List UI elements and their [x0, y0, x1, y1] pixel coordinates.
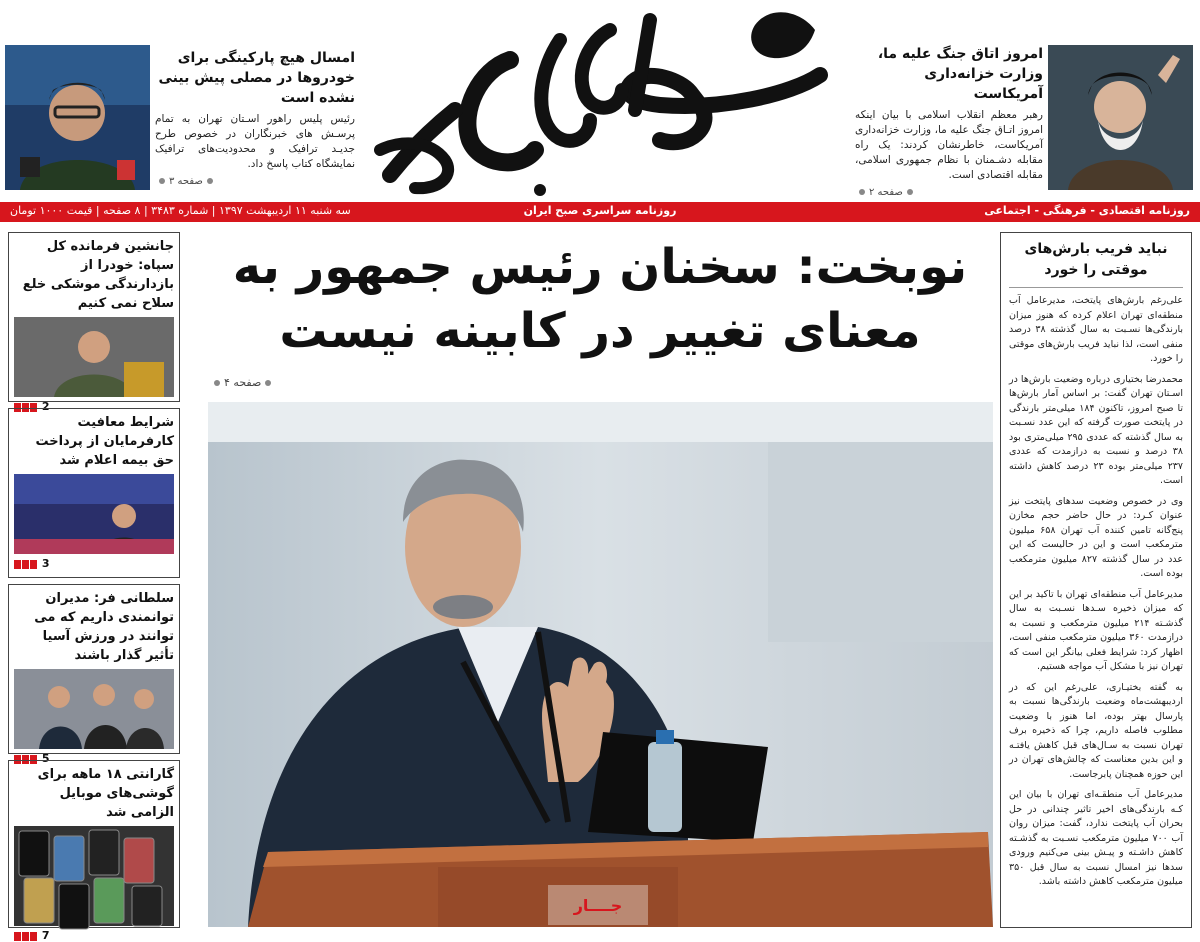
left-item-headline: جانشین فرمانده کل سپاه: خودرا از بازدارندگی موشکی خلع سلاح نمی کنیم: [22, 239, 174, 311]
teaser-police-headline: امسال هیچ پارکینگی برای خودروها در مصلی پیش بینی نشده است: [158, 50, 355, 106]
right-column-paragraph: مدیرعامل آب منطقه‌ای تهران با تاکید بر این که میزان ذخیره سـدها نسـبت به سال گذشـته ۲۱۴ میلیون مترمکعب و نسبت به درازمدت ۳۶۰ میلیون مترمکعب منفی است، اظهار کرد: شرایط فعلی بیانگر این است که تهران نیز با مشکل آب مواجه هستیم.: [1009, 588, 1184, 672]
left-item-sports[interactable]: [8, 584, 180, 765]
main-headline-line1: نوبخت: سخنان رئیس جمهور به: [232, 239, 968, 295]
photo-credit-mark: [548, 885, 648, 925]
left-item-photo: [14, 474, 174, 554]
main-headline-line2: معنای تغییر در کابینه نیست: [279, 303, 921, 359]
irgc-commander-photo: [14, 317, 174, 397]
leader-portrait-image: [1048, 45, 1193, 190]
left-item-headline: سلطانی فر: مدیران توانمندی داریم که می توانند در ورزش آسیا تأثیر گذار باشند: [34, 591, 174, 663]
mobile-phones-photo: [14, 826, 174, 926]
left-item-photo: [14, 669, 174, 749]
teaser-leader-page-ref: صفحه ۲: [855, 187, 1043, 198]
teaser-police[interactable]: [155, 48, 355, 187]
right-column-paragraph: محمدرضا بختیاری درباره وضعیت بارش‌ها در اسـتان تهران گفت: بر اساس آمار بارش‌ها تا صبح امروز، تاکنون ۱۸۴ میلی‌متر بارندگی در پایتخت صورت گرفته که این عدد نسـبت به سال گذشته که عددی ۲۹۵ میلی‌متری بود ۳۸ درصد و نسبت به درازمدت که عددی ۲۳۷ میلی‌متر بوده ۲۳ درصد کاهش داشته است.: [1009, 373, 1183, 486]
issue-info: سه شنبه ۱۱ اردیبهشت ۱۳۹۷ | شماره ۳۴۸۳ | ۸ صفحه | قیمت ۱۰۰۰ تومان: [10, 204, 351, 217]
right-column-article[interactable]: [1000, 232, 1192, 928]
band-tagline: روزنامه سراسری صبح ایران: [523, 204, 677, 217]
left-item-photo: [14, 317, 174, 397]
left-item-photo: [14, 826, 174, 926]
teaser-police-body: رئیس پلیس راهور اسـتان تهران به تمام پرسـش های خبرنگاران در خصوص طرح جدیـد ترافیک و محدودیت‌های ترافیک نمایشگاه کتاب پاسخ داد.: [155, 113, 355, 170]
left-item-page-ref: 7: [14, 929, 174, 942]
left-item-page-ref: 2: [14, 400, 174, 413]
main-photo-image: [208, 402, 993, 927]
left-item-page-ref: 3: [14, 557, 174, 570]
teaser-leader-body: رهبر معظم انقلاب اسلامی با بیان اینکه امروز اتـاق جنگ علیه ما، وزارت خزانه‌داری آمریکاست، خاطرنشان کردند: یک راه مقابله دشـمنان با نظام جمهوری اسلامی، مقابله اقتصادی است.: [855, 109, 1043, 181]
left-item-mobile[interactable]: [8, 760, 180, 942]
main-headline[interactable]: [210, 235, 990, 363]
main-photo: [208, 402, 993, 927]
right-column-paragraph: به گفته بختیـاری، علی‌رغم این که در اردیبهشت‌ماه وضعیت بارندگی‌ها نسبت به پارسال بهتر بوده، اما هنوز با وضعیت مطلوب فاصله داریم، چرا که ذخیره برف تهران نسبت به سـال‌های قبل کاهش یافتـه و این بدین معناست که چالش‌های تهران در این حوزه همچنان پابرجاست.: [1009, 681, 1183, 780]
right-column-paragraph: وی در خصوص وضعیت سدهای پایتخت نیز عنوان کـرد: در حال حاضر حجم مخازن پنج‌گانه تامین کننده آب تهران ۶۵۸ میلیون مترمکعب است و این در حالیست که این عدد در سال گذشته ۸۲۷ میلیون مترمکعب بوده است.: [1009, 495, 1183, 579]
teaser-leader-headline: امروز اتاق جنگ علیه ما، وزارت خزانه‌داری آمریکاست: [877, 46, 1043, 102]
masthead-logo: [360, 0, 830, 200]
sports-minister-photo: [14, 669, 174, 749]
band-category: روزنامه اقتصادی - فرهنگی - اجتماعی: [984, 204, 1190, 217]
insurance-event-photo: [14, 474, 174, 554]
police-portrait-image: [5, 45, 150, 190]
right-column-paragraph: علی‌رغم بارش‌های پایتخت، مدیرعامل آب منطقه‌ای تهران اعلام کرده که هنوز میزان بارندگی‌ها نسـبت به سال گذشته ۳۸ درصد منفی است، لذا نباید فریب بارش‌های موقتی را خورد.: [1009, 295, 1183, 364]
right-column-paragraph: مدیرعامل آب منطقـه‌ای تهران با بیان این کـه بارندگی‌های اخیر تاثیر چندانی در حل بحران آب پایتخت ندارد، گفت: میزان روان آب ۷۰۰ میلیون مترمکعب نسـبت به گذشـته کاهش داشـته و پیـش بینی می‌کنیم ورودی سدها نیز امسال نسبت به سال قبل ۳۵۰ میلیون مترمکعب کاهش داشته باشد.: [1009, 789, 1183, 887]
left-item-insurance[interactable]: [8, 408, 180, 578]
left-item-headline: گارانتی ۱۸ ماهه برای گوشی‌های موبایل الزامی شد: [37, 767, 174, 820]
svg-text:جــــار: جــــار: [573, 896, 623, 915]
left-item-page-ref: 5: [14, 752, 174, 765]
photo-credit-watermark: [548, 885, 648, 925]
police-portrait: [5, 45, 150, 190]
left-item-irgc[interactable]: [8, 232, 180, 413]
teaser-leader[interactable]: [855, 44, 1043, 198]
teaser-police-page-ref: صفحه ۳: [155, 176, 355, 187]
right-column-headline: نباید فریب بارش‌های موقتی را خورد: [1009, 239, 1183, 288]
masthead-band: [0, 202, 1200, 222]
main-headline-page-ref: صفحه ۴: [210, 376, 275, 389]
left-item-headline: شرایط معافیت کارفرمایان از پرداخت حق بیمه اعلام شد: [35, 415, 174, 468]
leader-portrait: [1048, 45, 1193, 190]
